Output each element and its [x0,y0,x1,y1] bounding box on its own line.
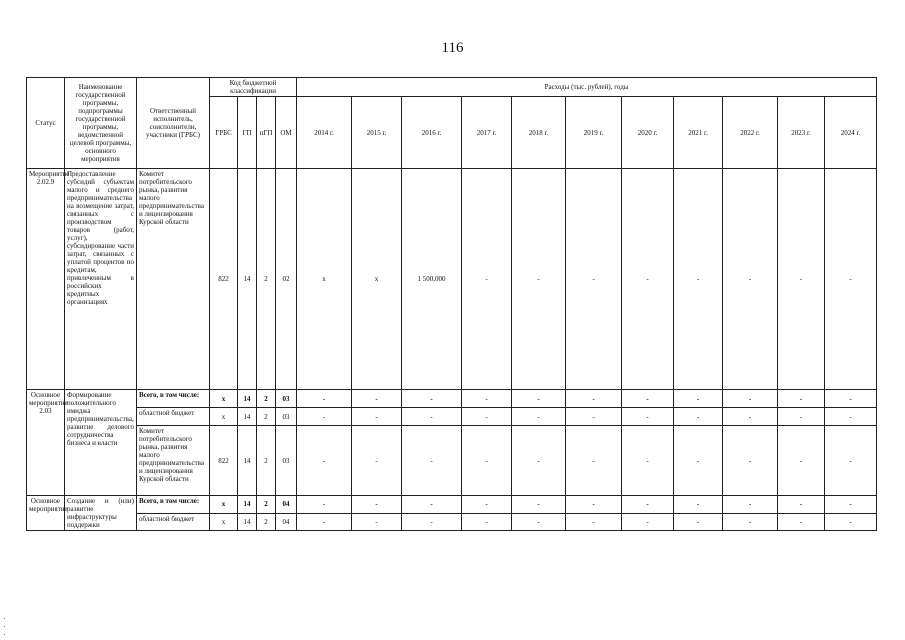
cell-value: - [297,390,352,408]
table-row [27,513,877,531]
budget-table [26,77,877,531]
cell-value: - [512,513,566,531]
header-year: 2019 г. [566,97,622,169]
cell-code: 14 [238,390,257,408]
cell-value: - [723,496,778,514]
cell-value: - [622,408,674,426]
header-year: 2023 г. [778,97,825,169]
cell-value: - [566,496,622,514]
cell-code: 2 [257,390,276,408]
cell-value: x [352,169,402,390]
cell-value: - [566,426,622,496]
cell-value: - [402,390,462,408]
scan-dot [4,626,5,627]
cell-code: 2 [257,513,276,531]
row-status: Основное мероприятие [27,496,65,531]
row-executor: Всего, в том числе: [137,390,210,408]
header-year: 2017 г. [462,97,512,169]
table-row [27,426,877,496]
cell-value: - [622,513,674,531]
cell-value: - [778,496,825,514]
cell-value: - [825,390,877,408]
cell-code: 2 [257,496,276,514]
header-row-top [27,78,877,97]
cell-code: 14 [238,496,257,514]
cell-value: - [674,513,723,531]
cell-value: - [462,169,512,390]
cell-value: - [723,426,778,496]
header-year: 2018 г. [512,97,566,169]
cell-value: - [462,390,512,408]
cell-code: 14 [238,408,257,426]
header-code: пГП [257,97,276,169]
cell-code: 03 [276,426,297,496]
cell-value: - [723,390,778,408]
cell-value: - [778,169,825,390]
cell-value: - [622,390,674,408]
header-year: 2021 г. [674,97,723,169]
cell-value: - [566,513,622,531]
cell-value: - [778,513,825,531]
cell-value: - [297,513,352,531]
table-row [27,390,877,408]
cell-value: - [462,513,512,531]
header-program-name: Наименование государственной программы, подпрограммы государственной программы, ведомственной целевой программы, основного мероприятия [65,78,137,169]
cell-value: - [825,169,877,390]
cell-value: - [402,408,462,426]
header-year: 2020 г. [622,97,674,169]
cell-value: - [402,513,462,531]
cell-code: x [210,390,238,408]
cell-code: 14 [238,169,257,390]
cell-code: 14 [238,513,257,531]
table-row [27,169,877,390]
cell-value: - [674,426,723,496]
cell-value: - [566,390,622,408]
cell-code: x [210,496,238,514]
row-executor: Комитет потребительского рынка, развития малого предпринимательства и лицензирования Курской области [137,169,210,390]
cell-value: - [778,390,825,408]
row-status: Основное мероприятие 2.03 [27,390,65,496]
cell-value: - [778,426,825,496]
header-code: ОМ [276,97,297,169]
cell-code: 822 [210,169,238,390]
row-executor: Комитет потребительского рынка, развития малого предпринимательства и лицензирования Курской области [137,426,210,496]
header-year: 2014 г. [297,97,352,169]
cell-value: - [778,408,825,426]
header-code: ГРБС [210,97,238,169]
cell-value: - [512,390,566,408]
header-executor: Ответственный исполнитель, соисполнители, участники (ГРБС) [137,78,210,169]
cell-value: - [825,496,877,514]
table-row [27,408,877,426]
cell-code: x [210,513,238,531]
header-status: Статус [27,78,65,169]
cell-value: - [674,390,723,408]
cell-value: - [674,496,723,514]
table-row [27,496,877,514]
row-description: Создание и (или) развитие инфраструктуры поддержки [65,496,137,531]
cell-value: - [566,408,622,426]
cell-value: - [622,496,674,514]
cell-value: - [825,408,877,426]
cell-code: 2 [257,169,276,390]
cell-value: - [297,496,352,514]
cell-value: - [512,496,566,514]
cell-value: - [512,169,566,390]
row-description: Предоставление субсидий субъектам малого и среднего предпринимательства на возмещение затрат, связанных с производством товаров (работ, услуг), субсидирование части затрат, связанных с уплатой процентов по кредитам, привлеченным в российских кредитных организациях [65,169,137,390]
cell-value: - [352,513,402,531]
cell-code: 03 [276,390,297,408]
budget-table-container [26,77,876,531]
row-executor: Всего, в том числе: [137,496,210,514]
header-budget-code: Код бюджетной классификации [210,78,297,97]
cell-value: - [462,426,512,496]
cell-value: - [462,408,512,426]
cell-code: 04 [276,496,297,514]
row-status: Мероприятие 2.02.9 [27,169,65,390]
cell-value: - [825,426,877,496]
cell-value: - [825,513,877,531]
header-year: 2015 г. [352,97,402,169]
cell-value: - [622,426,674,496]
cell-code: x [210,408,238,426]
cell-value: - [402,496,462,514]
cell-value: - [352,408,402,426]
cell-code: 04 [276,513,297,531]
cell-value: - [352,390,402,408]
cell-value: x [297,169,352,390]
cell-value: - [297,408,352,426]
row-description: Формирование положительного имиджа предпринимательства, развитие делового сотрудничества бизнеса и власти [65,390,137,496]
page-number: 116 [441,40,464,56]
header-code: ГП [238,97,257,169]
cell-value: - [402,426,462,496]
cell-code: 03 [276,408,297,426]
cell-value: - [566,169,622,390]
header-expenses: Расходы (тыс. рублей), годы [297,78,877,97]
cell-code: 14 [238,426,257,496]
header-year: 2022 г. [723,97,778,169]
cell-value: - [674,408,723,426]
cell-value: - [297,426,352,496]
cell-value: - [352,426,402,496]
cell-code: 2 [257,408,276,426]
row-executor: областной бюджет [137,408,210,426]
row-executor: областной бюджет [137,513,210,531]
scan-dot [4,634,5,635]
cell-code: 822 [210,426,238,496]
header-year: 2016 г. [402,97,462,169]
header-year: 2024 г. [825,97,877,169]
cell-value: - [674,169,723,390]
cell-value: 1 500,000 [402,169,462,390]
cell-value: - [622,169,674,390]
cell-value: - [352,496,402,514]
cell-value: - [723,513,778,531]
cell-value: - [723,408,778,426]
cell-value: - [512,426,566,496]
cell-code: 2 [257,426,276,496]
cell-value: - [512,408,566,426]
cell-value: - [723,169,778,390]
cell-value: - [462,496,512,514]
cell-code: 02 [276,169,297,390]
scan-dot [4,618,5,619]
